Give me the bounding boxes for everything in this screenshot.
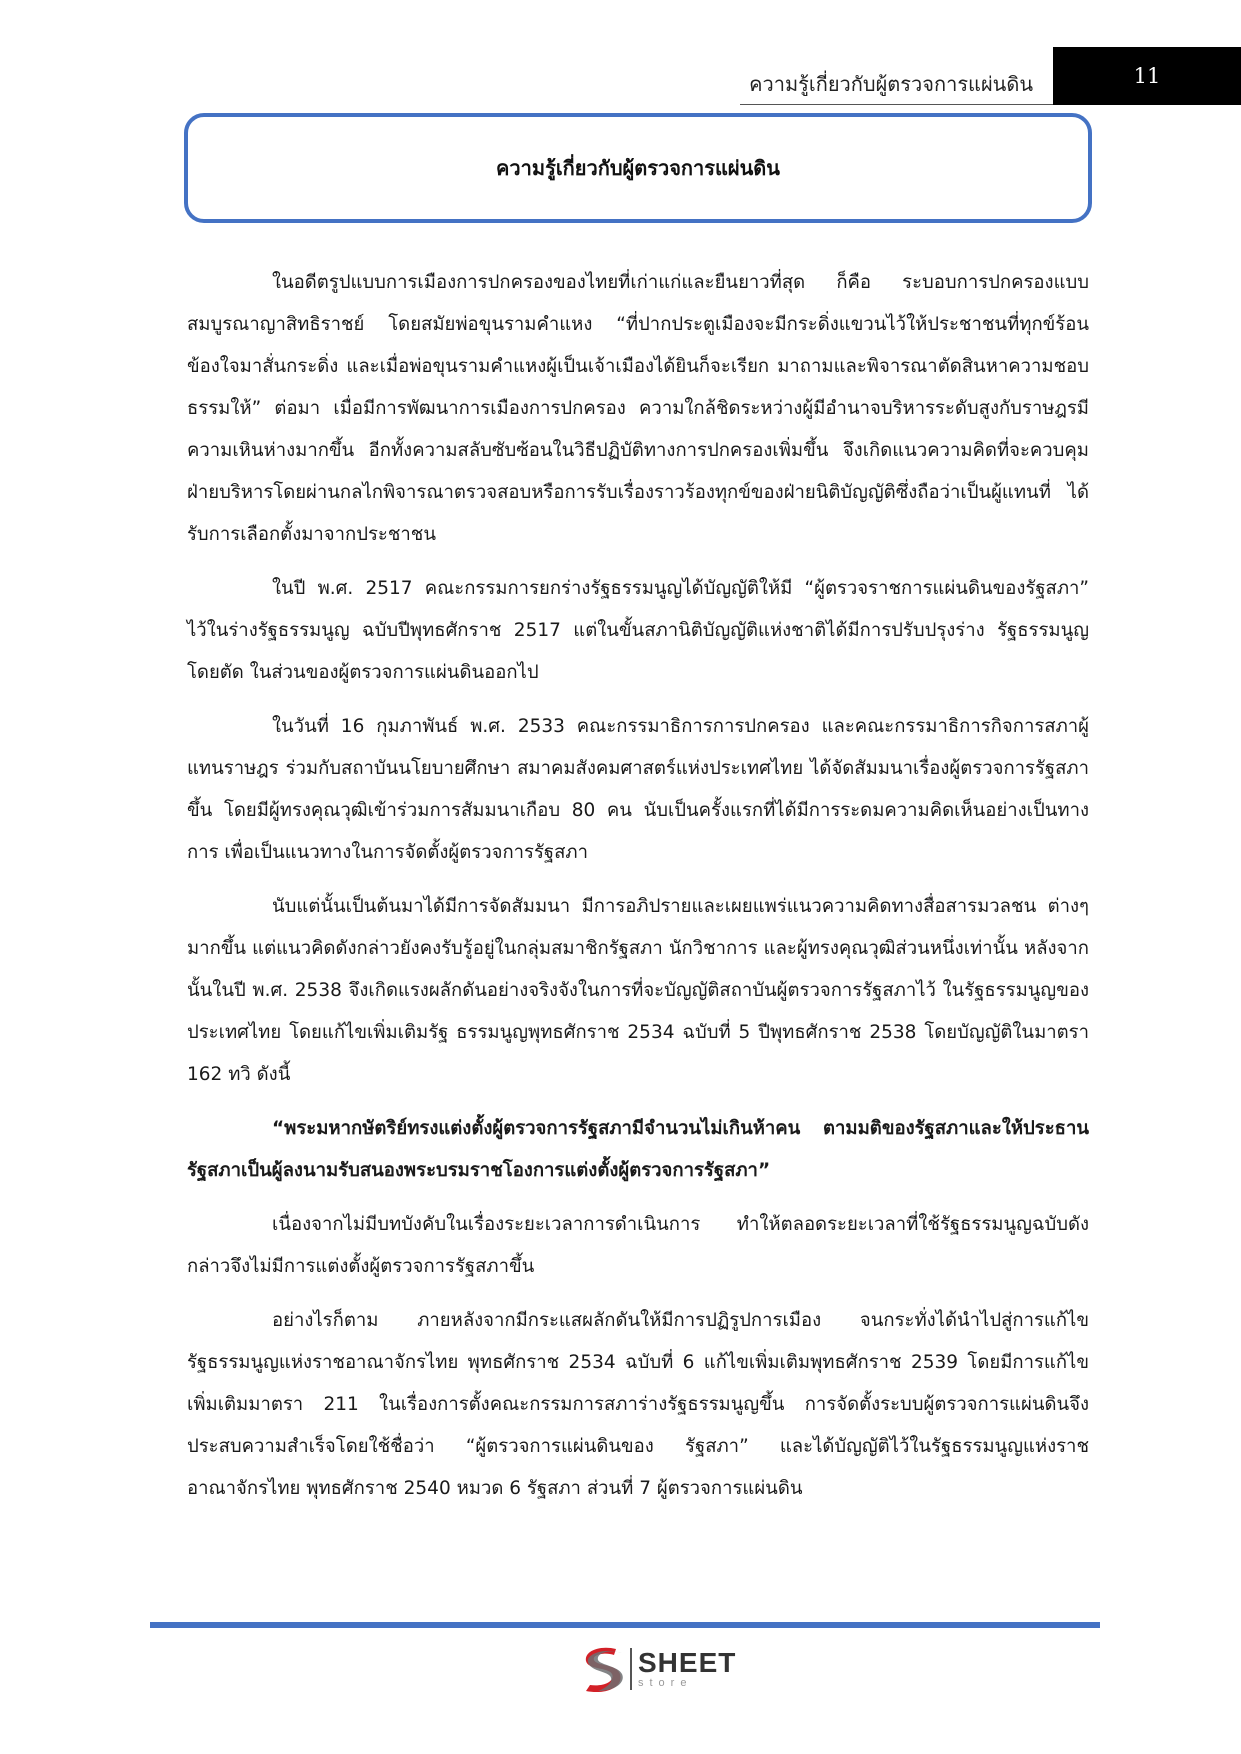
- page-title: ความรู้เกี่ยวกับผู้ตรวจการแผ่นดิน: [496, 156, 780, 180]
- quote-paragraph: “พระมหากษัตริย์ทรงแต่งตั้งผู้ตรวจการรัฐสภามีจำนวนไม่เกินห้าคน ตามมติของรัฐสภาและให้ประธานรัฐสภาเป็นผู้ลงนามรับสนองพระบรมราชโองการแต่งตั้งผู้ตรวจการรัฐสภา”: [187, 1118, 1089, 1181]
- running-title: ความรู้เกี่ยวกับผู้ตรวจการแผ่นดิน: [749, 72, 1033, 96]
- paragraph: ในปี พ.ศ. 2517 คณะกรรมการยกร่างรัฐธรรมนูญได้บัญญัติให้มี “ผู้ตรวจราชการแผ่นดินของรัฐสภา” ไว้ในร่างรัฐธรรมนูญ ฉบับปีพุทธศักราช 2517 แต่ในขั้นสภานิติบัญญัติแห่งชาติได้มีการปรับปรุงร่าง รัฐธรรมนูญโดยตัด ในส่วนของผู้ตรวจการแผ่นดินออกไป: [187, 578, 1089, 683]
- title-box: [184, 113, 1092, 223]
- page-number: 11: [1053, 47, 1241, 105]
- logo-subtext: store: [638, 1677, 693, 1689]
- paragraph: ในวันที่ 16 กุมภาพันธ์ พ.ศ. 2533 คณะกรรมาธิการการปกครอง และคณะกรรมาธิการกิจการสภาผู้แทนราษฎร ร่วมกับสถาบันนโยบายศึกษา สมาคมสังคมศาสตร์แห่งประเทศไทย ได้จัดสัมมนาเรื่องผู้ตรวจการรัฐสภาขึ้น โดยมีผู้ทรงคุณวุฒิเข้าร่วมการสัมมนาเกือบ 80 คน นับเป็นครั้งแรกที่ได้มีการระดมความคิดเห็นอย่างเป็นทาง การ เพื่อเป็นแนวทางในการจัดตั้งผู้ตรวจการรัฐสภา: [187, 716, 1089, 863]
- paragraph: อย่างไรก็ตาม ภายหลังจากมีกระแสผลักดันให้มีการปฏิรูปการเมือง จนกระทั่งได้นำไปสู่การแก้ไขรัฐธรรมนูญแห่งราชอาณาจักรไทย พุทธศักราช 2534 ฉบับที่ 6 แก้ไขเพิ่มเติมพุทธศักราช 2539 โดยมีการแก้ไขเพิ่มเติมมาตรา 211 ในเรื่องการตั้งคณะกรรมการสภาร่างรัฐธรรมนูญขึ้น การจัดตั้งระบบผู้ตรวจการแผ่นดินจึงประสบความสำเร็จโดยใช้ชื่อว่า “ผู้ตรวจการแผ่นดินของ รัฐสภา” และได้บัญญัติไว้ในรัฐธรรมนูญแห่งราชอาณาจักรไทย พุทธศักราช 2540 หมวด 6 รัฐสภา ส่วนที่ 7 ผู้ตรวจการแผ่นดิน: [187, 1310, 1089, 1499]
- body-text: [187, 262, 1089, 1522]
- footer-divider: [150, 1622, 1100, 1628]
- sheet-store-logo: [578, 1643, 736, 1695]
- header-divider: [740, 104, 1053, 105]
- paragraph: นับแต่นั้นเป็นต้นมาได้มีการจัดสัมมนา มีการอภิปรายและเผยแพร่แนวความคิดทางสื่อสารมวลชน ต่างๆ มากขึ้น แต่แนวคิดดังกล่าวยังคงรับรู้อยู่ในกลุ่มสมาชิกรัฐสภา นักวิชาการ และผู้ทรงคุณวุฒิส่วนหนึ่งเท่านั้น หลังจากนั้นในปี พ.ศ. 2538 จึงเกิดแรงผลักดันอย่างจริงจังในการที่จะบัญญัติสถาบันผู้ตรวจการรัฐสภาไว้ ในรัฐธรรมนูญของประเทศไทย โดยแก้ไขเพิ่มเติมรัฐ ธรรมนูญพุทธศักราช 2534 ฉบับที่ 5 ปีพุทธศักราช 2538 โดยบัญญัติในมาตรา 162 ทวิ ดังนี้: [187, 896, 1089, 1085]
- logo-word: SHEET: [638, 1647, 737, 1678]
- logo-separator: [630, 1648, 632, 1690]
- paragraph: ในอดีตรูปแบบการเมืองการปกครองของไทยที่เก่าแก่และยืนยาวที่สุด ก็คือ ระบอบการปกครองแบบสมบูรณาญาสิทธิราชย์ โดยสมัยพ่อขุนรามคำแหง “ที่ปากประตูเมืองจะมีกระดิ่งแขวนไว้ให้ประชาชนที่ทุกข์ร้อนข้องใจมาสั่นกระดิ่ง และเมื่อพ่อขุนรามคำแหงผู้เป็นเจ้าเมืองได้ยินก็จะเรียก มาถามและพิจารณาตัดสินหาความชอบธรรมให้” ต่อมา เมื่อมีการพัฒนาการเมืองการปกครอง ความใกล้ชิดระหว่างผู้มีอำนาจบริหารระดับสูงกับราษฎรมีความเหินห่างมากขึ้น อีกทั้งความสลับซับซ้อนในวิธีปฏิบัติทางการปกครองเพิ่มขึ้น จึงเกิดแนวความคิดที่จะควบคุมฝ่ายบริหารโดยผ่านกลไกพิจารณาตรวจสอบหรือการรับเรื่องราวร้องทุกข์ของฝ่ายนิติบัญญัติซึ่งถือว่าเป็นผู้แทนที่ ได้รับการเลือกตั้งมาจากประชาชน: [187, 272, 1089, 545]
- paragraph: เนื่องจากไม่มีบทบังคับในเรื่องระยะเวลาการดำเนินการ ทำให้ตลอดระยะเวลาที่ใช้รัฐธรรมนูญฉบับดังกล่าวจึงไม่มีการแต่งตั้งผู้ตรวจการรัฐสภาขึ้น: [187, 1214, 1089, 1277]
- sheet-store-logo-icon: [578, 1643, 628, 1695]
